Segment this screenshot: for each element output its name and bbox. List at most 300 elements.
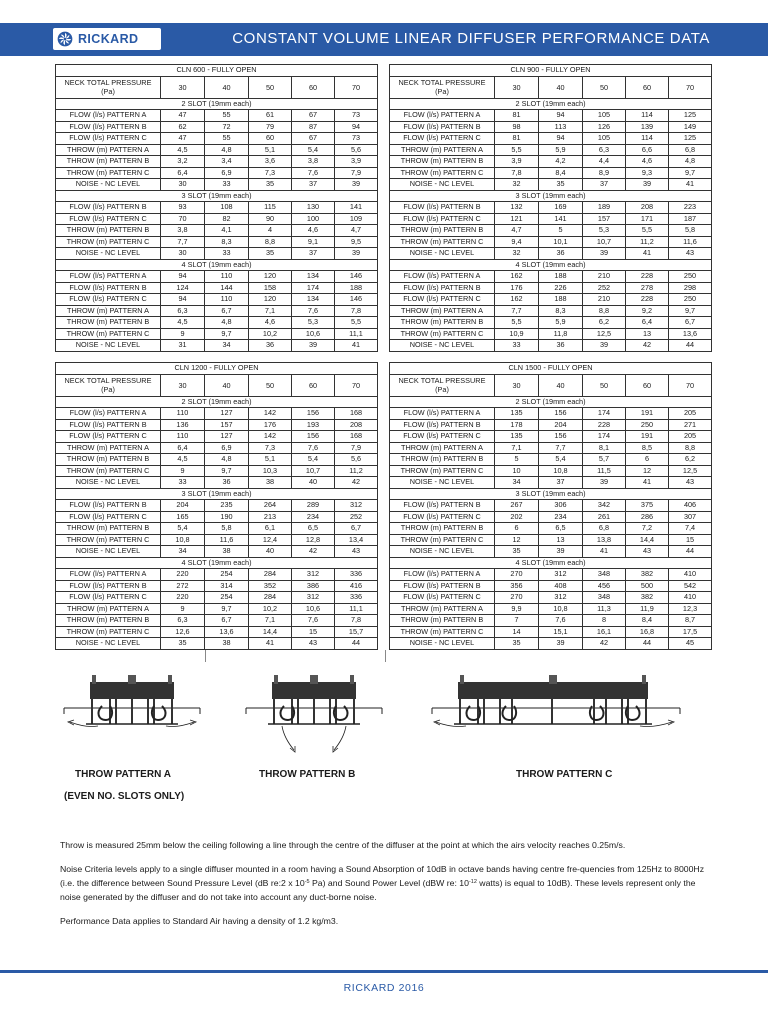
table-cell: 4,1 [205,225,249,237]
row-label: FLOW (l/s) PATTERN B [390,282,495,294]
table-cell: 70 [161,213,205,225]
table-row [390,546,712,558]
table-cell: 125 [669,110,712,122]
section-header-row [56,557,378,569]
row-label: NOISE - NC LEVEL [390,477,495,489]
table-cell: 6 [626,454,669,466]
table-cell: 81 [495,133,539,145]
table-cell: 228 [626,271,669,283]
table-cell: 5,5 [495,144,539,156]
section-header-row [56,98,378,110]
performance-table [389,362,712,650]
table-cell: 174 [292,282,335,294]
section-header-row [390,488,712,500]
table-cell: 6,7 [669,317,712,329]
table-header-row [390,374,712,396]
table-cell: 33 [161,477,205,489]
table-cell: 8,8 [669,442,712,454]
table-cell: 87 [292,121,335,133]
row-label: THROW (m) PATTERN B [56,454,161,466]
table-cell: 8,1 [583,442,626,454]
table-cell: 105 [583,133,626,145]
table-cell: 312 [335,500,378,512]
table-cell: 7,8 [335,305,378,317]
table-cell: 5,4 [292,454,335,466]
table-row [390,580,712,592]
table-row [390,431,712,443]
row-label: THROW (m) PATTERN A [56,442,161,454]
table-row [56,225,378,237]
table-cell: 9,4 [495,236,539,248]
table-cell: 5,9 [539,317,583,329]
row-label: FLOW (l/s) PATTERN C [56,294,161,306]
table-cell: 8,5 [626,442,669,454]
table-cell: 352 [249,580,292,592]
table-cell: 542 [669,580,712,592]
footer-rule [0,970,768,973]
table-cell: 82 [205,213,249,225]
performance-table [55,64,378,352]
section-header: 3 SLOT (19mm each) [56,488,378,500]
section-header: 2 SLOT (19mm each) [56,98,378,110]
table-cell: 62 [161,121,205,133]
row-label: FLOW (l/s) PATTERN C [56,133,161,145]
table-cell: 9,7 [669,167,712,179]
table-cell: 4,8 [669,156,712,168]
row-label: FLOW (l/s) PATTERN A [390,110,495,122]
table-cell: 39 [292,340,335,352]
table-cell: 234 [539,511,583,523]
table-cell: 4,8 [205,144,249,156]
row-label: THROW (m) PATTERN C [56,626,161,638]
table-cell: 121 [495,213,539,225]
table-cell: 34 [495,477,539,489]
row-label: THROW (m) PATTERN B [56,225,161,237]
table-cell: 108 [205,202,249,214]
table-cell: 306 [539,500,583,512]
table-cell: 162 [495,271,539,283]
pressure-header: 60 [292,374,335,396]
table-cell: 12,5 [669,465,712,477]
table-cell: 10,2 [249,603,292,615]
table-cell: 67 [292,133,335,145]
table-cell: 456 [583,580,626,592]
table-cell: 5,1 [249,454,292,466]
table-row [390,442,712,454]
table-cell: 8,7 [669,615,712,627]
table-cell: 375 [626,500,669,512]
row-label: FLOW (l/s) PATTERN B [390,419,495,431]
table-row [56,615,378,627]
table-header-row [56,76,378,98]
table-cell: 5,4 [292,144,335,156]
table-cell: 7,6 [292,615,335,627]
table-row [390,534,712,546]
table-cell: 342 [583,500,626,512]
table-cell: 81 [495,110,539,122]
table-cell: 178 [495,419,539,431]
notes-section [60,838,712,938]
table-row [56,248,378,260]
table-cell: 139 [626,121,669,133]
row-label: FLOW (l/s) PATTERN B [390,121,495,133]
row-label: FLOW (l/s) PATTERN B [56,202,161,214]
table-cell: 32 [495,248,539,260]
section-header: 3 SLOT (19mm each) [390,488,712,500]
table-cell: 202 [495,511,539,523]
table-cell: 15,1 [539,626,583,638]
row-label: NOISE - NC LEVEL [56,477,161,489]
table-row [390,121,712,133]
table-cell: 9,1 [292,236,335,248]
table-cell: 7,9 [335,442,378,454]
table-cell: 135 [495,408,539,420]
table-cell: 254 [205,569,249,581]
table-cell: 39 [335,248,378,260]
table-cell: 130 [292,202,335,214]
table-cell: 38 [205,638,249,650]
table-row [56,626,378,638]
table-cell: 188 [335,282,378,294]
table-cell: 9 [161,603,205,615]
table-cell: 156 [539,431,583,443]
table-row [390,454,712,466]
table-cell: 9,5 [335,236,378,248]
section-header-row [56,190,378,202]
table-cell: 4,7 [335,225,378,237]
table-cell: 149 [669,121,712,133]
table-cell: 142 [249,408,292,420]
row-label: FLOW (l/s) PATTERN B [56,500,161,512]
section-header-row [390,190,712,202]
table-cell: 176 [249,419,292,431]
table-cell: 134 [292,294,335,306]
table-header-row [390,76,712,98]
table-cell: 8,9 [583,167,626,179]
table-cell: 34 [205,340,249,352]
section-header: 2 SLOT (19mm each) [390,396,712,408]
section-header-row [56,488,378,500]
table-row [56,638,378,650]
table-cell: 43 [292,638,335,650]
table-row [56,156,378,168]
table-cell: 11,2 [335,465,378,477]
table-cell: 12,8 [292,534,335,546]
table-cell: 41 [583,546,626,558]
table-cell: 4,2 [539,156,583,168]
row-label: THROW (m) PATTERN C [390,167,495,179]
table-cell: 10,6 [292,603,335,615]
table-cell: 5,3 [292,317,335,329]
table-row [56,523,378,535]
row-label: FLOW (l/s) PATTERN B [56,282,161,294]
row-label: THROW (m) PATTERN B [390,156,495,168]
table-cell: 9,9 [495,603,539,615]
pressure-header: 40 [205,76,249,98]
table-cell: 15 [669,534,712,546]
row-label: THROW (m) PATTERN C [390,236,495,248]
note-performance: Performance Data applies to Standard Air having a density of 1.2 kg/m3. [60,916,339,926]
row-label: FLOW (l/s) PATTERN C [56,431,161,443]
table-cell: 8,8 [249,236,292,248]
table-cell: 36 [539,248,583,260]
section-header: 4 SLOT (19mm each) [390,557,712,569]
table-cell: 36 [539,340,583,352]
row-label: FLOW (l/s) PATTERN A [390,569,495,581]
table-row [390,477,712,489]
table-cell: 35 [495,546,539,558]
table-cell: 312 [539,569,583,581]
table-header-row [56,374,378,396]
table-cell: 55 [205,133,249,145]
table-cell: 15,7 [335,626,378,638]
table-row [56,179,378,191]
table-cell: 7 [495,615,539,627]
table-row [56,580,378,592]
table-cell: 382 [626,569,669,581]
row-label: THROW (m) PATTERN B [390,317,495,329]
table-row [56,294,378,306]
pressure-header: 70 [669,76,712,98]
table-cell: 213 [249,511,292,523]
table-cell: 39 [583,248,626,260]
table-cell: 416 [335,580,378,592]
table-cell: 12 [626,465,669,477]
table-cell: 141 [335,202,378,214]
row-label: FLOW (l/s) PATTERN C [390,133,495,145]
table-cell: 12 [495,534,539,546]
row-label: NOISE - NC LEVEL [390,546,495,558]
table-cell: 120 [249,294,292,306]
table-cell: 264 [249,500,292,512]
row-label: FLOW (l/s) PATTERN C [56,511,161,523]
table-cell: 113 [539,121,583,133]
row-label: NOISE - NC LEVEL [56,546,161,558]
table-cell: 42 [292,546,335,558]
row-label: THROW (m) PATTERN C [390,328,495,340]
table-cell: 32 [495,179,539,191]
table-cell: 6,2 [669,454,712,466]
table-cell: 9,7 [205,465,249,477]
table-cell: 11,1 [335,603,378,615]
table-cell: 168 [335,431,378,443]
row-label: THROW (m) PATTERN C [56,167,161,179]
table-cell: 7,6 [292,305,335,317]
table-cell: 6,3 [161,615,205,627]
header-bar [0,23,768,56]
table-cell: 73 [335,110,378,122]
table-cell: 261 [583,511,626,523]
table-title-row [390,65,712,77]
table-cell: 6,5 [539,523,583,535]
table-cell: 41 [626,248,669,260]
table-cell: 6,4 [161,167,205,179]
table-cell: 204 [161,500,205,512]
table-title: CLN 900 - FULLY OPEN [390,65,712,77]
table-cell: 9 [161,328,205,340]
table-cell: 4,5 [161,144,205,156]
table-row [56,282,378,294]
table-row [56,477,378,489]
table-cell: 6,8 [583,523,626,535]
table-cell: 14 [495,626,539,638]
row-label: NOISE - NC LEVEL [390,340,495,352]
table-cell: 156 [539,408,583,420]
table-cell: 5,5 [335,317,378,329]
row-label: THROW (m) PATTERN B [390,615,495,627]
table-cell: 5,8 [669,225,712,237]
table-cell: 8 [583,615,626,627]
pressure-header: 70 [669,374,712,396]
table-cell: 174 [583,408,626,420]
row-label: THROW (m) PATTERN A [56,603,161,615]
table-cell: 105 [583,110,626,122]
table-cell: 114 [626,133,669,145]
table-cell: 6,9 [205,167,249,179]
table-row [390,328,712,340]
table-row [390,282,712,294]
table-cell: 44 [335,638,378,650]
table-row [390,592,712,604]
table-row [56,328,378,340]
section-header-row [390,98,712,110]
fan-icon [57,31,73,47]
table-cell: 9,7 [205,328,249,340]
row-label: FLOW (l/s) PATTERN A [390,271,495,283]
row-label: THROW (m) PATTERN A [56,144,161,156]
table-cell: 60 [249,133,292,145]
table-cell: 7,8 [335,615,378,627]
section-header-row [56,259,378,271]
table-row [56,340,378,352]
table-cell: 31 [161,340,205,352]
table-row [56,167,378,179]
table-cell: 136 [161,419,205,431]
table-row [56,144,378,156]
table-cell: 10,8 [539,603,583,615]
row-label: THROW (m) PATTERN B [56,615,161,627]
table-cell: 55 [205,110,249,122]
pressure-header: 60 [626,76,669,98]
table-cell: 252 [583,282,626,294]
row-label: FLOW (l/s) PATTERN C [390,431,495,443]
table-cell: 189 [583,202,626,214]
table-cell: 44 [669,546,712,558]
table-cell: 146 [335,294,378,306]
row-label: THROW (m) PATTERN B [56,317,161,329]
table-cell: 39 [335,179,378,191]
table-cell: 43 [335,546,378,558]
table-cell: 8,4 [626,615,669,627]
table-cell: 382 [626,592,669,604]
row-label: THROW (m) PATTERN C [390,465,495,477]
row-label: NOISE - NC LEVEL [390,248,495,260]
table-cell: 9,7 [205,603,249,615]
section-header: 2 SLOT (19mm each) [390,98,712,110]
table-cell: 278 [626,282,669,294]
table-cell: 5,7 [583,454,626,466]
table-cell: 3,8 [292,156,335,168]
table-row [390,236,712,248]
table-row [56,546,378,558]
pressure-header: 50 [583,374,626,396]
table-cell: 36 [205,477,249,489]
table-cell: 43 [626,546,669,558]
row-label: THROW (m) PATTERN A [56,305,161,317]
table-cell: 314 [205,580,249,592]
table-cell: 223 [669,202,712,214]
table-cell: 100 [292,213,335,225]
divider-line [385,650,386,662]
table-cell: 6,3 [583,144,626,156]
table-row [390,156,712,168]
table-row [390,305,712,317]
pressure-header: 40 [539,374,583,396]
table-row [390,110,712,122]
pressure-header: 30 [161,374,205,396]
table-cell: 4,5 [161,317,205,329]
table-cell: 500 [626,580,669,592]
table-cell: 7,7 [161,236,205,248]
table-cell: 47 [161,110,205,122]
table-cell: 6,4 [626,317,669,329]
table-cell: 13,6 [205,626,249,638]
table-cell: 250 [626,419,669,431]
neck-pressure-label: NECK TOTAL PRESSURE (Pa) [56,374,161,396]
table-cell: 13 [539,534,583,546]
table-cell: 9,7 [669,305,712,317]
table-cell: 126 [583,121,626,133]
table-row [390,213,712,225]
table-row [56,592,378,604]
table-cell: 9,2 [626,305,669,317]
table-title-row [56,363,378,375]
table-cell: 4,7 [495,225,539,237]
row-label: THROW (m) PATTERN A [390,442,495,454]
table-cell: 14,4 [626,534,669,546]
table-cell: 3,4 [205,156,249,168]
table-cell: 7,8 [495,167,539,179]
table-cell: 73 [335,133,378,145]
table-row [56,454,378,466]
table-cell: 6 [495,523,539,535]
table-title-row [56,65,378,77]
section-header: 3 SLOT (19mm each) [390,190,712,202]
table-row [390,511,712,523]
row-label: FLOW (l/s) PATTERN B [56,580,161,592]
table-cell: 13,6 [669,328,712,340]
row-label: THROW (m) PATTERN A [390,144,495,156]
table-title: CLN 1200 - FULLY OPEN [56,363,378,375]
note-noise: Noise Criteria levels apply to a single diffuser mounted in a room having a Sound Absorption of 10dB in octave bands having centre fre-quencies from 125Hz to 8000Hz (i.e. the difference between Sound Pressure Level (dB re:2 x $10^{-5}$ Pa) and Sound Power Level (dBW re: $10^{-12}$ watts) is equal to 10dB). These levels represent only the noise generated by the diffuser and do not take into account any duct-borne noise. [60,864,705,902]
table-cell: 125 [669,133,712,145]
pressure-header: 50 [249,76,292,98]
table-cell: 7,1 [495,442,539,454]
table-cell: 4 [249,225,292,237]
table-cell: 6,7 [335,523,378,535]
table-row [390,500,712,512]
neck-pressure-label: NECK TOTAL PRESSURE (Pa) [390,374,495,396]
table-cell: 235 [205,500,249,512]
table-cell: 8,3 [205,236,249,248]
table-cell: 348 [583,592,626,604]
row-label: NOISE - NC LEVEL [390,179,495,191]
throw-pattern-b-diagram [240,672,388,767]
table-cell: 39 [583,477,626,489]
pressure-header: 70 [335,76,378,98]
row-label: THROW (m) PATTERN C [390,626,495,638]
table-row [56,511,378,523]
